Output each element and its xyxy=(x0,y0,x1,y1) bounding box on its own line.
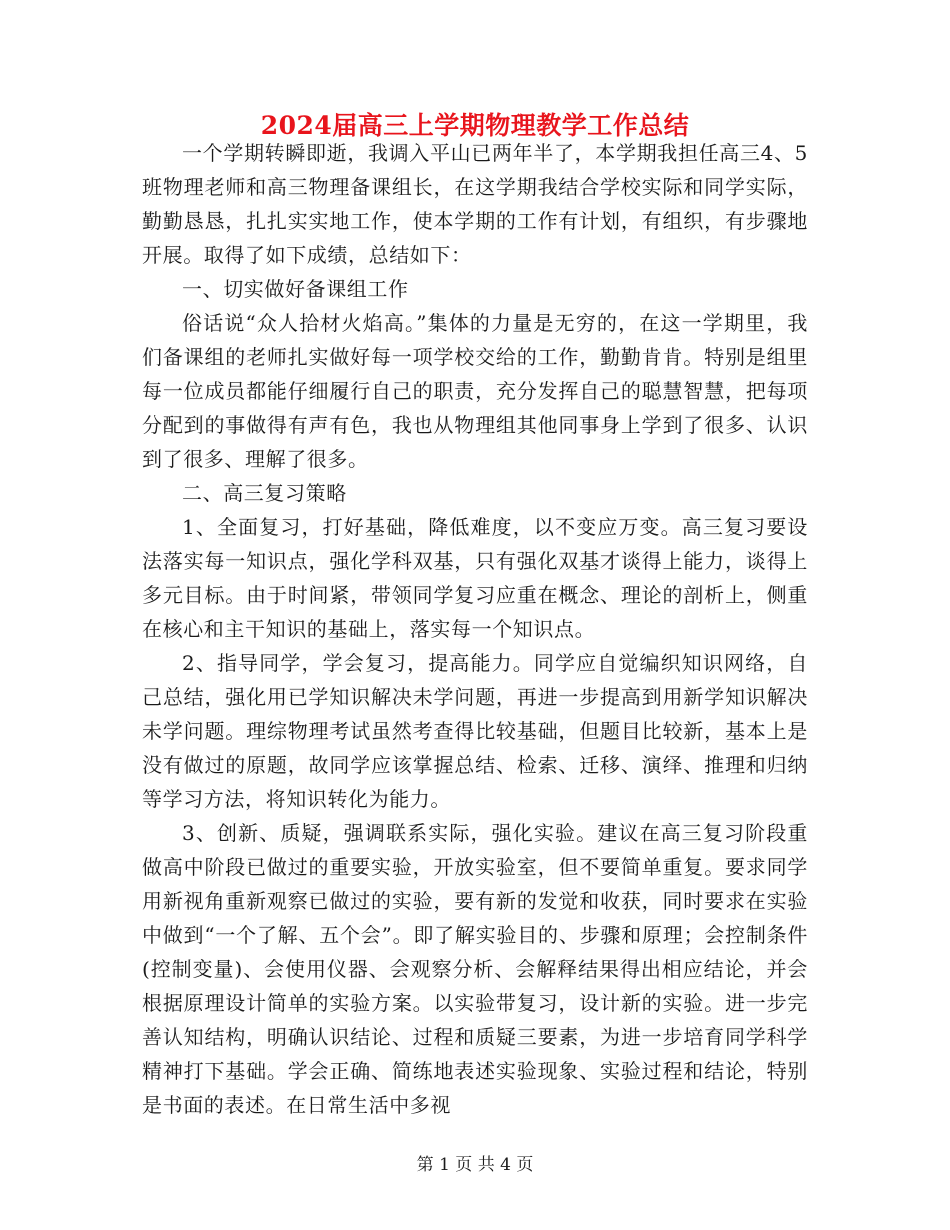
page-number-footer: 第 1 页 共 4 页 xyxy=(416,1155,534,1175)
document-title: 2024届高三上学期物理教学工作总结 xyxy=(260,111,690,140)
paragraph-intro: 一个学期转瞬即逝，我调入平山已两年半了，本学期我担任高三4、5班物理老师和高三物理备课组长，在这学期我结合学校实际和同学实际，勤勤恳恳，扎扎实实地工作，使本学期的工作有计划，有组织，有步骤地开展。取得了如下成绩，总结如下： xyxy=(142,141,808,267)
paragraph-strategy-3: 3、创新、质疑，强调联系实际，强化实验。建议在高三复习阶段重做高中阶段已做过的重要实验，开放实验室，但不要简单重复。要求同学用新视角重新观察已做过的实验，要有新的发觉和收获，同时要求在实验中做到“一个了解、五个会”。即了解实验目的、步骤和原理；会控制条件(控制变量)、会使用仪器、会观察分析、会解释结果得出相应结论，并会根据原理设计简单的实验方案。以实验带复习，设计新的实验。进一步完善认知结构，明确认识结论、过程和质疑三要素，为进一步培育同学科学精神打下基础。学会正确、简练地表述实验现象、实验过程和结论，特别是书面的表述。在日常生活中多视 xyxy=(142,821,808,1117)
paragraph-strategy-2: 2、指导同学，学会复习，提高能力。同学应自觉编织知识网络，自己总结，强化用已学知识解决未学问题，再进一步提高到用新学知识解决未学问题。理综物理考试虽然考查得比较基础，但题目比较新，基本上是没有做过的原题，故同学应该掌握总结、检索、迁移、演绎、推理和归纳等学习方法，将知识转化为能力。 xyxy=(142,651,808,811)
document-body xyxy=(142,136,808,1122)
paragraph-section-1: 俗话说“众人拾材火焰高。”集体的力量是无穷的，在这一学期里，我们备课组的老师扎实做好每一项学校交给的工作，勤勤肯肯。特别是组里每一位成员都能仔细履行自己的职责，充分发挥自己的聪慧智慧，把每项分配到的事做得有声有色，我也从物理组其他同事身上学到了很多、认识到了很多、理解了很多。 xyxy=(142,311,808,471)
paragraph-strategy-1: 1、全面复习，打好基础，降低难度，以不变应万变。高三复习要设法落实每一知识点，强化学科双基，只有强化双基才谈得上能力，谈得上多元目标。由于时间紧，带领同学复习应重在概念、理论的剖析上，侧重在核心和主干知识的基础上，落实每一个知识点。 xyxy=(142,515,808,641)
section-heading-2: 二、高三复习策略 xyxy=(182,481,347,505)
section-heading-1: 一、切实做好备课组工作 xyxy=(182,277,409,301)
